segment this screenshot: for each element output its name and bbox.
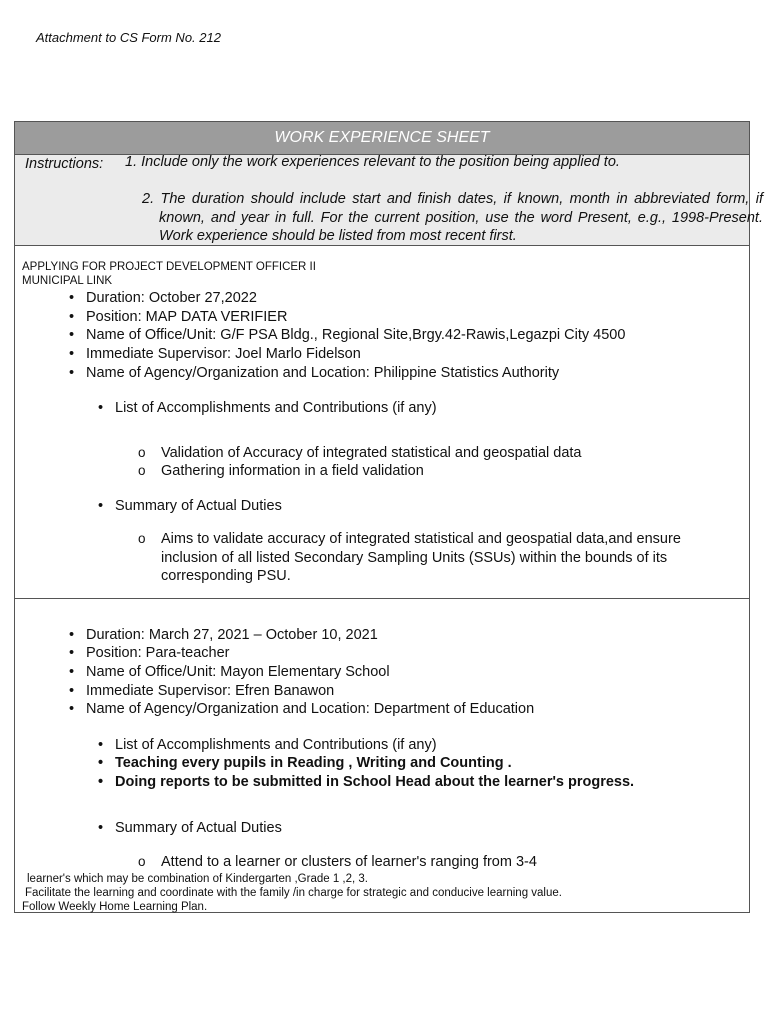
work-entry-1 bbox=[15, 246, 749, 599]
entry2-office: • Name of Office/Unit: Mayon Elementary School bbox=[86, 663, 390, 682]
entry2-duty-1: o Attend to a learner or clusters of learner's ranging from 3-4 bbox=[161, 853, 537, 872]
entry2-accomplishment-1: • Teaching every pupils in Reading , Writing and Counting . bbox=[115, 754, 512, 773]
entry1-accomplishment-2: o Gathering information in a field validation bbox=[161, 462, 424, 481]
entry2-supervisor: • Immediate Supervisor: Efren Banawon bbox=[86, 682, 334, 701]
instruction-item-2: 2. The duration should include start and finish dates, if known, month in abbreviated form, if known, and year in full. For the current position, use the word Present, e.g., 1998-Present. Work experience should be listed from most recent first. bbox=[142, 191, 763, 244]
entry2-duty-continuation-2: Facilitate the learning and coordinate with the family /in charge for strategic and conducive learning value. bbox=[25, 887, 562, 899]
entry1-header-line1: APPLYING FOR PROJECT DEVELOPMENT OFFICER II bbox=[22, 261, 316, 273]
entry2-duty-continuation-1: learner's which may be combination of Kindergarten ,Grade 1 ,2, 3. bbox=[27, 873, 368, 885]
entry1-position: • Position: MAP DATA VERIFIER bbox=[86, 308, 287, 327]
entry1-accomplishment-1: o Validation of Accuracy of integrated statistical and geospatial data bbox=[161, 444, 582, 463]
work-experience-sheet bbox=[14, 121, 763, 913]
entry1-accomplishments-label: • List of Accomplishments and Contributions (if any) bbox=[115, 399, 437, 418]
entry2-accomplishment-2: • Doing reports to be submitted in School Head about the learner's progress. bbox=[115, 773, 634, 792]
entry2-duty-continuation-3: Follow Weekly Home Learning Plan. bbox=[22, 901, 208, 913]
instruction-item-1: 1. Include only the work experiences relevant to the position being applied to. bbox=[125, 154, 620, 170]
entry2-agency: • Name of Agency/Organization and Location: Department of Education bbox=[86, 700, 534, 719]
entry2-accomplishments-label: • List of Accomplishments and Contributions (if any) bbox=[115, 736, 437, 755]
entry1-duration: • Duration: October 27,2022 bbox=[86, 289, 257, 308]
entry1-office: • Name of Office/Unit: G/F PSA Bldg., Regional Site,Brgy.42-Rawis,Legazpi City 4500 bbox=[86, 326, 625, 345]
instructions-label: Instructions: bbox=[25, 156, 104, 172]
entry2-position: • Position: Para-teacher bbox=[86, 644, 229, 663]
work-entry-2 bbox=[15, 599, 749, 913]
form-reference: Attachment to CS Form No. 212 bbox=[36, 30, 221, 45]
entry1-supervisor: • Immediate Supervisor: Joel Marlo Fidelson bbox=[86, 345, 361, 364]
entry1-header-line2: MUNICIPAL LINK bbox=[22, 275, 113, 287]
entry2-duties-label: • Summary of Actual Duties bbox=[115, 819, 282, 838]
entry2-duration: • Duration: March 27, 2021 – October 10, 2021 bbox=[86, 626, 378, 645]
instructions-block bbox=[15, 154, 763, 246]
entry1-duties-label: • Summary of Actual Duties bbox=[115, 497, 282, 516]
sheet-title: WORK EXPERIENCE SHEET bbox=[15, 122, 749, 155]
entry1-duties: o Aims to validate accuracy of integrated statistical and geospatial data,and ensure inclusion of all listed Secondary Sampling Units (SSUs) within the bounds of its corresponding PSU. bbox=[161, 530, 733, 586]
entry1-agency: • Name of Agency/Organization and Location: Philippine Statistics Authority bbox=[86, 364, 559, 383]
